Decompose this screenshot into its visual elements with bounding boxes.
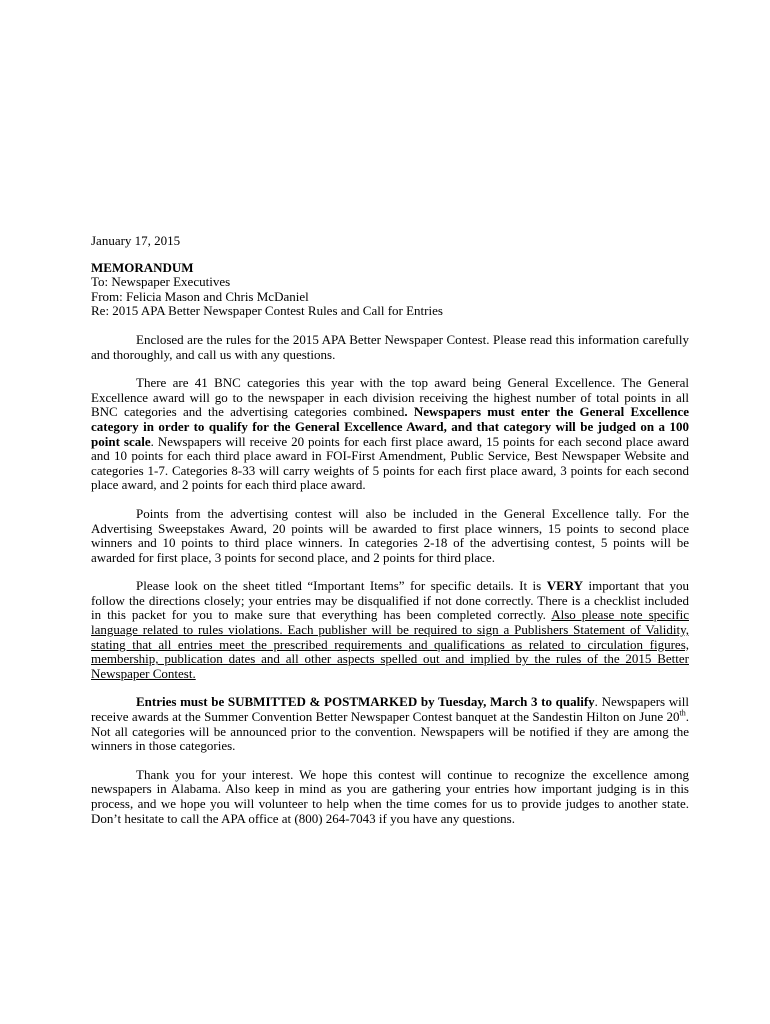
p4-underlined-validity: Also please note specific language related to rules violations. Each publisher will be required to sign a Publishers Statement of Validity, stating that all entries meet the prescribed requirements and qualifications as related to circulation figures, membership, publication dates and all other aspects spelled out and implied by the rules of the 2015 Better Newspaper Contest. (91, 607, 689, 681)
paragraph-intro: Enclosed are the rules for the 2015 APA Better Newspaper Contest. Please read this information carefully and thoroughly, and call us with any questions. (91, 331, 689, 362)
paragraph-thank-you: Thank you for your interest. We hope this contest will continue to recognize the excellence among newspapers in Alabama. Also keep in mind as you are gathering your entries how important judging is in this process, and we hope you will volunteer to help when the time comes for us to provide judges to another state. Don’t hesitate to call the APA office at (800) 264-7043 if you have any questions. (91, 766, 689, 826)
memo-title: MEMORANDUM (91, 259, 194, 275)
memo-to: To: Newspaper Executives (91, 274, 231, 290)
p5-text-c: . Not all categories will be announced prior to the convention. Newspapers will be notified if they are among the winners in those categories. (91, 709, 689, 754)
p5-superscript: th (679, 708, 686, 718)
memo-from: From: Felicia Mason and Chris McDaniel (91, 288, 309, 304)
p2-text-a: There are 41 BNC categories this year with the top award being General Excellence. The General Excellence award will go to the newspaper in each division receiving the highest number of total points in all BNC categories and the advertising categories combined (91, 375, 689, 420)
paragraph-important-items (91, 579, 689, 681)
p5-text-b: . Newspapers will receive awards at the Summer Convention Better Newspaper Contest banquet at the Sandestin Hilton on June 20 (91, 694, 689, 725)
p4-bold-very: VERY (546, 578, 584, 594)
memo-body (91, 234, 689, 826)
paragraph-deadline (91, 695, 689, 753)
p2-text-c: . Newspapers will receive 20 points for each first place award, 15 points for each second place award and 10 points for each third place award in FOI-First Amendment, Public Service, Best Newspaper Website and categories 1-7. Categories 8-33 will carry weights of 5 points for each first place award, 3 points for each second place award, and 2 points for each third place award. (91, 433, 689, 493)
p4-text-a: Please look on the sheet titled “Important Items” for specific details. It is (136, 578, 547, 594)
p5-bold-deadline: Entries must be SUBMITTED & POSTMARKED by Tuesday, March 3 to qualify (136, 694, 595, 710)
paragraph-general-excellence (91, 376, 689, 493)
memo-re: Re: 2015 APA Better Newspaper Contest Rules and Call for Entries (91, 303, 443, 319)
memo-date: January 17, 2015 (91, 233, 181, 248)
p2-bold-requirement: . Newspapers must enter the General Excellence category in order to qualify for the General Excellence Award, and that category will be judged on a 100 point scale (91, 404, 689, 449)
p4-text-c: important that you follow the directions closely; your entries may be disqualified if not done correctly. There is a checklist included in this packet for you to make sure that everything has been completed correctly. (91, 578, 689, 623)
paragraph-advertising-points: Points from the advertising contest will also be included in the General Excellence tally. For the Advertising Sweepstakes Award, 20 points will be awarded to first place winners, 15 points to second place winners and 10 points to third place winners. In categories 2-18 of the advertising contest, 5 points will be awarded for first place, 3 points for second place, and 2 points for third place. (91, 505, 689, 565)
